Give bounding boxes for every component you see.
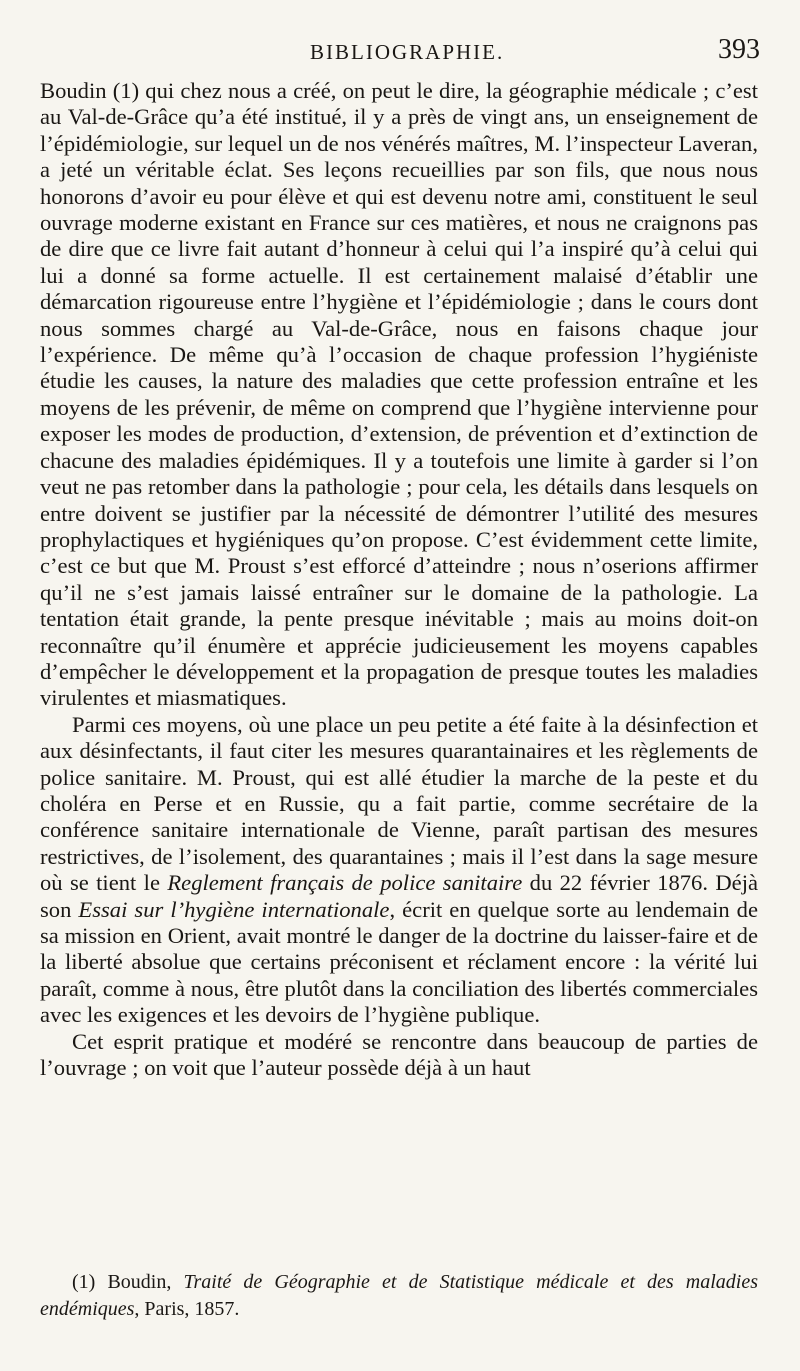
footnote-marker: (1) Boudin,: [72, 1271, 184, 1293]
footnote-title: Traité de Géographie et de Statistique médicale et des maladies endémiques: [40, 1271, 759, 1320]
paragraph-3: Cet esprit pratique et modéré se rencontre dans beaucoup de parties de l’ouvrage ; on voit que l’auteur possède déjà à un haut: [40, 1028, 758, 1081]
paragraph-1: Boudin (1) qui chez nous a créé, on peut le dire, la géographie médicale ; c’est au Val-de-Grâce qu’a été institué, il y a près de vingt ans, un enseignement de l’épidémiologie, sur lequel un de nos vénérés maîtres, M. l’inspecteur Laveran, a jeté un véritable éclat. Ses leçons recueillies par son fils, que nous nous honorons d’avoir eu pour élève et qui est devenu notre ami, constituent le seul ouvrage moderne existant en France sur ces matières, et nous ne craignons pas de dire que ce livre fait autant d’honneur à celui qui l’a inspiré qu’à celui qui lui a donné sa forme actuelle. Il est certainement malaisé d’établir une démarcation rigoureuse entre l’hygiène et l’épidémiologie ; dans le cours dont nous sommes chargé au Val-de-Grâce, nous en faisons chaque jour l’expérience. De même qu’à l’occasion de chaque profession l’hygiéniste étudie les causes, la nature des maladies que cette profession entraîne et les moyens de les prévenir, de même on comprend que l’hygiène intervienne pour exposer les modes de production, d’extension, de prévention et d’extinction de chacune des maladies épidémiques. Il y a toutefois une limite à garder si l’on veut ne pas retomber dans la pathologie ; pour cela, les détails dans lesquels on entre doivent se justifier par la nécessité de démontrer l’utilité des mesures prophylactiques et hygiéniques qu’on propose. C’est évidemment cette limite, c’est ce but que M. Proust s’est efforcé d’atteindre ; nous n’oserions affirmer qu’il ne s’est jamais laissé entraîner sur le domaine de la pathologie. La tentation était grande, la pente presque inévitable ; mais au moins doit-on reconnaître qu’il énumère et apprécie judicieusement les moyens capables d’empêcher le développement et la propagation de presque toutes les maladies virulentes et miasmatiques.: [40, 78, 758, 711]
reglement-title: Reglement français de police sanitaire: [167, 870, 523, 896]
paragraph-2-part-3: , écrit en quelque sorte au lendemain de sa mission en Orient, avait montré le danger de la doctrine du laisser-faire et de la liberté absolue que certains préconisent et réclament encore : la vérité lui paraît, comme à nous, être plutôt dans la conciliation des libertés commerciales avec les exigences et les devoirs de l’hygiène publique.: [40, 896, 758, 1028]
essai-title: Essai sur l’hygiène internationale: [78, 896, 390, 922]
footnote: [40, 1269, 758, 1323]
body-text: [40, 78, 758, 1081]
paragraph-2-part-2: du 22 février 1876. Déjà son: [40, 870, 758, 922]
footnote-rest: , Paris, 1857.: [134, 1298, 240, 1320]
page-number: 393: [718, 34, 760, 65]
running-title: BIBLIOGRAPHIE.: [310, 40, 505, 64]
paragraph-2: [40, 712, 758, 1029]
paragraph-2-part-1: Parmi ces moyens, où une place un peu petite a été faite à la désinfection et aux désinfectants, il faut citer les mesures quarantainaires et les règlements de police sanitaire. M. Proust, qui est allé étudier la marche de la peste et du choléra en Perse et en Russie, qu a fait partie, comme secrétaire de la conférence sanitaire internationale de Vienne, paraît partisan des mesures restrictives, de l’isolement, des quarantaines ; mais il l’est dans la sage mesure où se tient le: [40, 711, 758, 896]
page-header: [40, 30, 760, 74]
